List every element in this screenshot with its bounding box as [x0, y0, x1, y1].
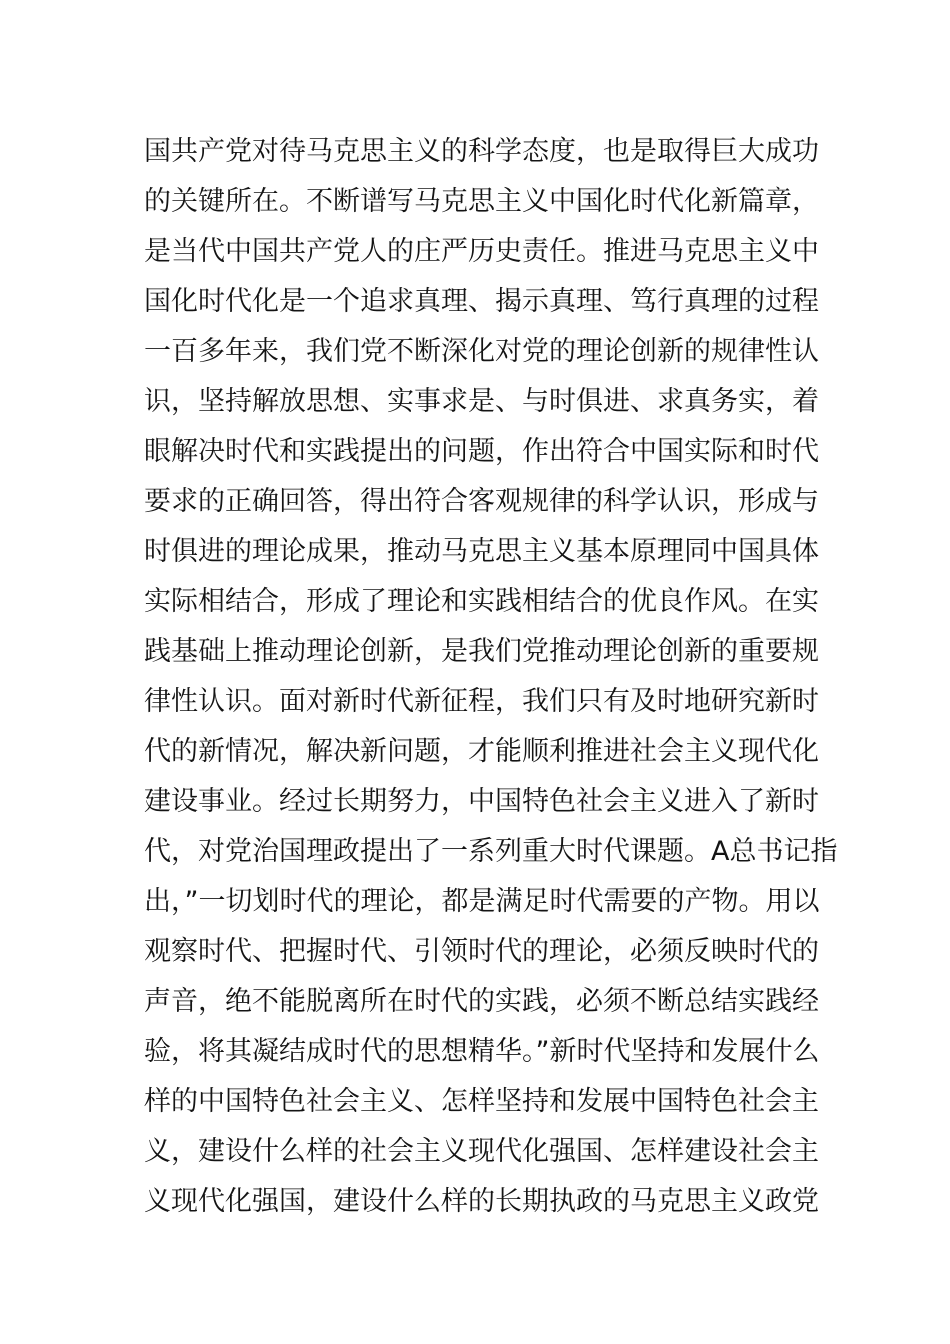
text-line: 义现代化强国，建设什么样的长期执政的马克思主义政党: [144, 1186, 819, 1217]
text-line: 样的中国特色社会主义、怎样坚持和发展中国特色社会主: [144, 1086, 819, 1117]
text-line: 代，对党治国理政提出了一系列重大时代课题。A总书记指: [144, 836, 838, 867]
text-line: 时俱进的理论成果，推动马克思主义基本原理同中国具体: [144, 536, 819, 567]
text-line: 声音，绝不能脱离所在时代的实践，必须不断总结实践经: [144, 986, 819, 1017]
text-line: 是当代中国共产党人的庄严历史责任。推进马克思主义中: [144, 236, 819, 267]
text-line: 眼解决时代和实践提出的问题，作出符合中国实际和时代: [144, 436, 819, 467]
text-line: 的关键所在。不断谱写马克思主义中国化时代化新篇章，: [144, 186, 819, 217]
text-line: 观察时代、把握时代、引领时代的理论，必须反映时代的: [144, 936, 819, 967]
text-line: 出，”一切划时代的理论，都是满足时代需要的产物。用以: [144, 886, 820, 917]
text-line: 践基础上推动理论创新，是我们党推动理论创新的重要规: [144, 636, 819, 667]
text-line: 实际相结合，形成了理论和实践相结合的优良作风。在实: [144, 586, 819, 617]
text-line: 建设事业。经过长期努力，中国特色社会主义进入了新时: [144, 786, 819, 817]
text-line: 验，将其凝结成时代的思想精华。”新时代坚持和发展什么: [144, 1036, 820, 1067]
body-text: [144, 127, 838, 1227]
text-line: 一百多年来，我们党不断深化对党的理论创新的规律性认: [144, 336, 819, 367]
text-line: 代的新情况，解决新问题，才能顺利推进社会主义现代化: [144, 736, 819, 767]
text-line: 义，建设什么样的社会主义现代化强国、怎样建设社会主: [144, 1136, 819, 1167]
text-line: 国化时代化是一个追求真理、揭示真理、笃行真理的过程: [144, 286, 819, 317]
text-line: 国共产党对待马克思主义的科学态度，也是取得巨大成功: [144, 136, 819, 167]
text-line: 识，坚持解放思想、实事求是、与时俱进、求真务实，着: [144, 386, 819, 417]
text-line: 律性认识。面对新时代新征程，我们只有及时地研究新时: [144, 686, 819, 717]
text-line: 要求的正确回答，得出符合客观规律的科学认识，形成与: [144, 486, 819, 517]
